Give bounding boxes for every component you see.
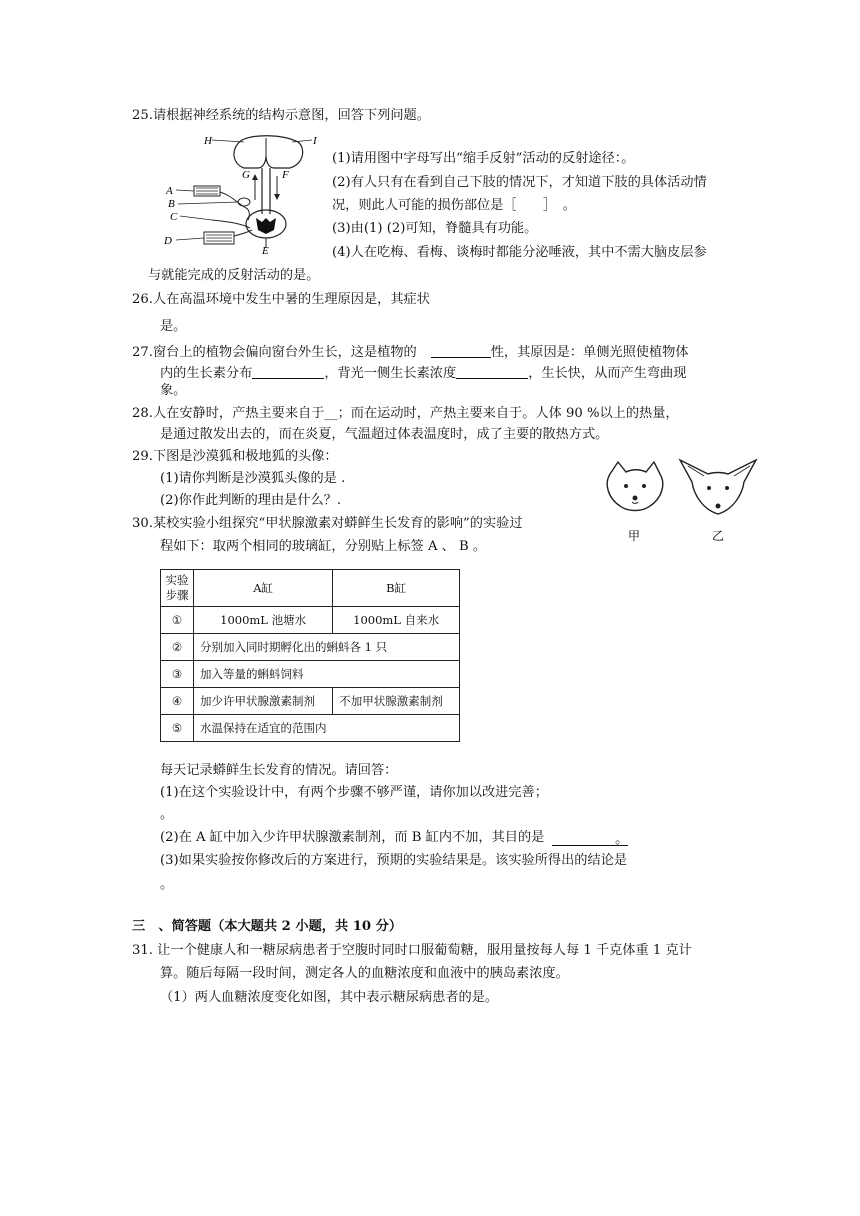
q28-line1: 28.人在安静时，产热主要来自于__；而在运动时，产热主要来自于。人体 90 %以上的热量， [132, 406, 679, 421]
q30-sub2 [160, 829, 628, 847]
diagram-label-h: H [204, 135, 212, 147]
arctic-fox-head [607, 462, 663, 511]
q27-line1 [132, 343, 689, 362]
q27-line1-b: 性，其原因是：单侧光照使植物体 [490, 345, 689, 360]
q27-blank-3[interactable] [456, 364, 528, 379]
q27-line2-c: ，生长快，从而产生弯曲现 [528, 366, 687, 381]
table-row [161, 715, 460, 742]
q30-blank-purpose[interactable] [552, 831, 628, 846]
q27-line2-b: ，背光一侧生长素浓度 [324, 366, 457, 381]
diagram-label-f: F [282, 169, 289, 181]
nervous-system-diagram [162, 130, 330, 256]
q30-line2: 程如下：取两个相同的玻璃缸，分别贴上标签 A 、 B 。 [160, 539, 487, 554]
q28-line2: 是通过散发出去的，而在炎夏，气温超过体表温度时，成了主要的散热方式。 [160, 427, 609, 442]
q25-sub1: (1)请用图中字母写出“缩手反射”活动的反射途径：。 [332, 151, 635, 166]
diagram-label-e: E [262, 245, 269, 256]
q30-line1: 30.某校实验小组探究“甲状腺激素对蟒鲜生长发育的影响”的实验过 [132, 516, 523, 531]
q29-sub2: (2)你作此判断的理由是什么？. [160, 493, 342, 508]
q27-line2 [160, 364, 686, 383]
row-tank-a: 加少许甲状腺激素制剂 [194, 688, 333, 715]
q25-sub2-line1: (2)有人只有在看到自己下肢的情况下，才知道下肢的具体活动情 [332, 175, 707, 190]
header-step-line1: 实验 [165, 573, 189, 587]
q30-sub3: (3)如果实验按你修改后的方案进行，预期的实验结果是。该实验所得出的结论是 [160, 853, 628, 868]
q26-line2: 是。 [160, 319, 187, 334]
section3-title: 三 、简答题（本大题共 2 小题，共 10 分） [132, 919, 403, 934]
diagram-label-c: C [170, 211, 178, 223]
row-tank-a: 1000mL 池塘水 [194, 607, 333, 634]
q29-stem: 29.下图是沙漠狐和极地狐的头像： [132, 449, 338, 464]
q30-sub2-end: 。 [615, 832, 629, 847]
q25-sub2-line2: 况，则此人可能的损伤部位是［ ］ 。 [332, 198, 576, 213]
experiment-table [160, 569, 460, 742]
fox-label-yi: 乙 [712, 529, 725, 543]
q30-sub3-end: 。 [160, 877, 174, 892]
q27-blank-2[interactable] [252, 364, 324, 379]
header-step-line2: 步骤 [165, 588, 189, 602]
diagram-label-a: A [166, 185, 173, 197]
table-row [161, 607, 460, 634]
q30-sub2-text: (2)在 A 缸中加入少许甲状腺激素制剂，而 B 缸内不加，其目的是 [160, 830, 545, 845]
diagram-label-i: I [313, 135, 317, 147]
header-tank-a: A缸 [194, 570, 333, 607]
diagram-label-d: D [164, 235, 172, 247]
q30-sub1: (1)在这个实验设计中，有两个步骤不够严谨，请你加以改进完善； [160, 785, 548, 800]
row-step-num: ① [161, 607, 194, 634]
q27-line3: 象。 [160, 383, 187, 398]
q30-sub1-end: 。 [160, 807, 174, 822]
row-step-num: ② [161, 634, 194, 661]
diagram-label-g: G [242, 169, 250, 181]
fox-label-jia: 甲 [628, 529, 641, 543]
desert-fox-head [680, 460, 756, 514]
row-shared-step: 分别加入同时期孵化出的蝌蚪各 1 只 [194, 634, 460, 661]
diagram-label-b: B [168, 198, 175, 210]
q26-line1: 26.人在高温环境中发生中暑的生理原因是，其症状 [132, 292, 430, 307]
q31-line2: 算。随后每隔一段时间，测定各人的血糖浓度和血液中的胰岛素浓度。 [160, 966, 569, 981]
header-step [161, 570, 194, 607]
table-header-row [161, 570, 460, 607]
header-tank-b: B缸 [333, 570, 460, 607]
q25-sub4-line2: 与就能完成的反射活动的是。 [148, 268, 320, 283]
row-shared-step: 加入等量的蝌蚪饲料 [194, 661, 460, 688]
q31-line1: 31. 让一个健康人和一糖尿病患者于空腹时同时口服葡萄糖，服用量按每人每 1 千克体重 1 克计 [132, 943, 692, 958]
row-tank-b: 不加甲状腺激素制剂 [333, 688, 460, 715]
q29-sub1: (1)请你判断是沙漠狐头像的是 . [160, 471, 346, 486]
q25-sub4-line1: (4)人在吃梅、看梅、谈梅时都能分泌唾液，其中不需大脑皮层参 [332, 245, 707, 260]
row-step-num: ④ [161, 688, 194, 715]
q25-stem: 25.请根据神经系统的结构示意图，回答下列问题。 [132, 108, 430, 123]
q30-after-table: 每天记录蟒鲜生长发育的情况。请回答： [160, 763, 398, 778]
q31-sub1: （1）两人血糖浓度变化如图，其中表示糖尿病患者的是。 [160, 990, 499, 1005]
row-step-num: ⑤ [161, 715, 194, 742]
q25-sub3: (3)由(1) (2)可知，脊髓具有功能。 [332, 221, 538, 236]
q27-blank-1[interactable] [431, 343, 491, 358]
table-row [161, 634, 460, 661]
q27-line1-a: 27.窗台上的植物会偏向窗台外生长，这是植物的 [132, 345, 417, 360]
row-tank-b: 1000mL 自来水 [333, 607, 460, 634]
table-row [161, 661, 460, 688]
row-shared-step: 水温保持在适宜的范围内 [194, 715, 460, 742]
table-row [161, 688, 460, 715]
q27-line2-a: 内的生长素分布 [160, 366, 253, 381]
fox-heads-figure [596, 456, 768, 548]
row-step-num: ③ [161, 661, 194, 688]
